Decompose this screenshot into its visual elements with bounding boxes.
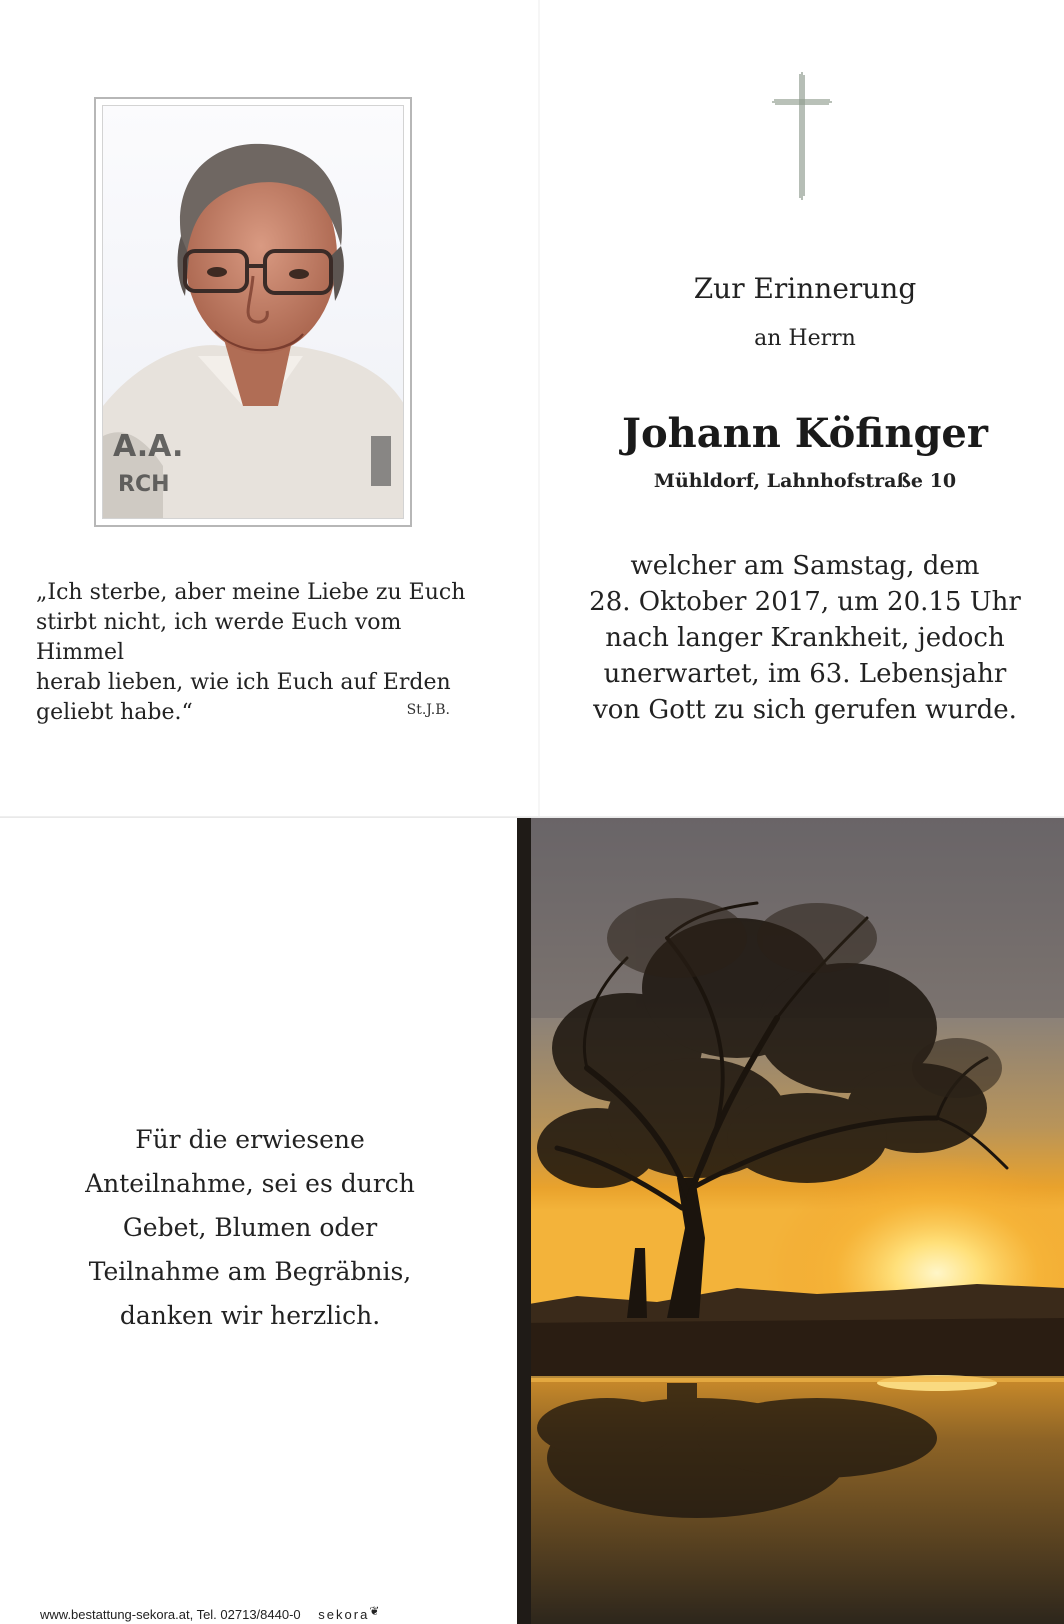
footer-contact: www.bestattung-sekora.at, Tel. 02713/8440-0 (40, 1607, 301, 1622)
notice-line: unerwartet, im 63. Lebensjahr (603, 659, 1007, 689)
portrait-photo (102, 105, 404, 519)
thanks-line: Teilnahme am Begräbnis, (88, 1257, 412, 1286)
thanks-line: Gebet, Blumen oder (122, 1213, 378, 1242)
sunset-tree-image (517, 818, 1064, 1624)
thanks-text (60, 1118, 440, 1338)
portrait-frame (94, 97, 412, 527)
deceased-name: Johann Köfinger (622, 410, 988, 457)
thanks-line: Anteilnahme, sei es durch (85, 1169, 415, 1198)
quote-line: herab lieben, wie ich Euch auf Erden (36, 670, 451, 695)
cross-icon (770, 72, 834, 200)
death-notice-text (575, 548, 1035, 728)
footer-brand: sekora (318, 1607, 370, 1622)
notice-line: nach langer Krankheit, jedoch (605, 623, 1005, 653)
quote-source: St.J.B. (406, 702, 450, 718)
memorial-title: Zur Erinnerung (693, 272, 917, 305)
notice-line: von Gott zu sich gerufen wurde. (593, 695, 1017, 725)
horizontal-fold (0, 816, 1064, 818)
svg-text:RCH: RCH (118, 472, 170, 497)
quote-line: „Ich sterbe, aber meine Liebe zu Euch (36, 580, 466, 605)
funeral-home-footer (40, 1604, 379, 1622)
thanks-line: danken wir herzlich. (119, 1301, 381, 1330)
vertical-fold (538, 0, 540, 816)
svg-text:A.A.: A.A. (113, 429, 184, 464)
quote-line: geliebt habe.“ (36, 700, 193, 725)
notice-line: 28. Oktober 2017, um 20.15 Uhr (589, 587, 1021, 617)
notice-line: welcher am Samstag, dem (630, 551, 980, 581)
memorial-subtitle: an Herrn (754, 326, 856, 351)
thanks-line: Für die erwiesene (135, 1125, 365, 1154)
leaf-icon: ❦ (369, 1604, 380, 1618)
deceased-address: Mühldorf, Lahnhofstraße 10 (653, 470, 957, 492)
sunset-photo (517, 818, 1064, 1624)
quote-line: stirbt nicht, ich werde Euch vom Himmel (36, 610, 402, 665)
